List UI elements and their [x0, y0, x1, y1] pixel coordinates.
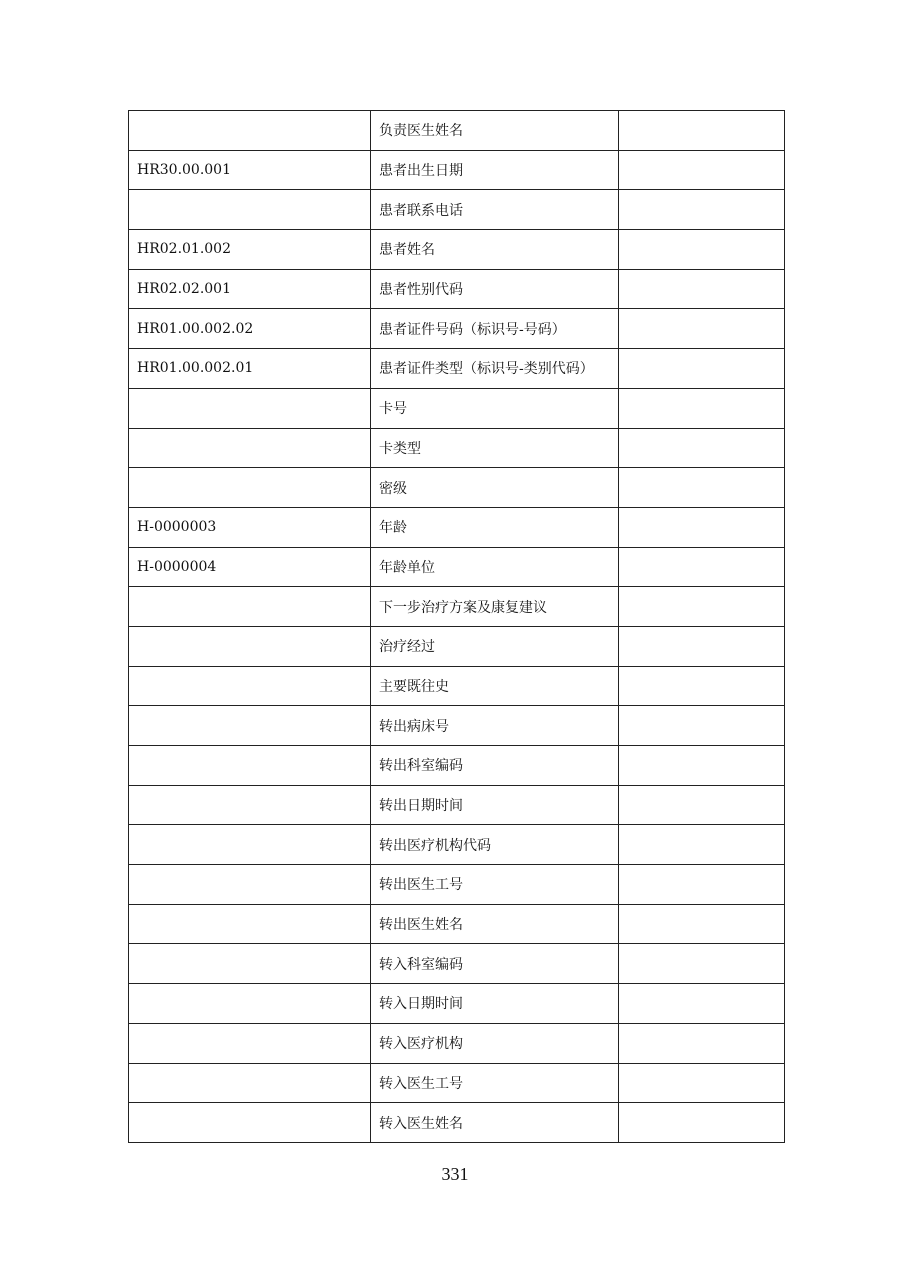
code-cell: HR30.00.001	[129, 150, 371, 190]
data-element-table	[128, 110, 785, 1143]
extra-cell	[619, 388, 785, 428]
code-cell: HR02.01.002	[129, 230, 371, 270]
code-cell	[129, 865, 371, 905]
table-row	[129, 944, 785, 984]
extra-cell	[619, 349, 785, 389]
name-cell: 卡号	[371, 388, 619, 428]
name-cell: 患者性别代码	[371, 269, 619, 309]
table-row	[129, 587, 785, 627]
extra-cell	[619, 190, 785, 230]
table-row	[129, 666, 785, 706]
extra-cell	[619, 785, 785, 825]
code-cell	[129, 785, 371, 825]
name-cell: 年龄单位	[371, 547, 619, 587]
table-row	[129, 468, 785, 508]
table-row	[129, 626, 785, 666]
extra-cell	[619, 111, 785, 151]
name-cell: 转出科室编码	[371, 746, 619, 786]
table-row	[129, 865, 785, 905]
table-row	[129, 1023, 785, 1063]
name-cell: 转入科室编码	[371, 944, 619, 984]
name-cell: 密级	[371, 468, 619, 508]
code-cell	[129, 388, 371, 428]
table-row	[129, 746, 785, 786]
code-cell: HR02.02.001	[129, 269, 371, 309]
code-cell: HR01.00.002.01	[129, 349, 371, 389]
table-row	[129, 785, 785, 825]
code-cell	[129, 468, 371, 508]
table-body	[129, 111, 785, 1143]
extra-cell	[619, 944, 785, 984]
name-cell: 转出病床号	[371, 706, 619, 746]
extra-cell	[619, 230, 785, 270]
name-cell: 转入医生姓名	[371, 1103, 619, 1143]
table-row	[129, 388, 785, 428]
name-cell: 患者证件号码（标识号-号码）	[371, 309, 619, 349]
extra-cell	[619, 150, 785, 190]
table-row	[129, 150, 785, 190]
table-row	[129, 269, 785, 309]
extra-cell	[619, 825, 785, 865]
code-cell	[129, 428, 371, 468]
extra-cell	[619, 904, 785, 944]
extra-cell	[619, 309, 785, 349]
name-cell: 负责医生姓名	[371, 111, 619, 151]
extra-cell	[619, 666, 785, 706]
extra-cell	[619, 547, 785, 587]
extra-cell	[619, 865, 785, 905]
name-cell: 患者联系电话	[371, 190, 619, 230]
table-row	[129, 825, 785, 865]
code-cell	[129, 1063, 371, 1103]
table-row	[129, 111, 785, 151]
name-cell: 转入医疗机构	[371, 1023, 619, 1063]
table-row	[129, 904, 785, 944]
name-cell: 主要既往史	[371, 666, 619, 706]
table-row	[129, 984, 785, 1024]
table-row	[129, 349, 785, 389]
name-cell: 卡类型	[371, 428, 619, 468]
name-cell: 患者姓名	[371, 230, 619, 270]
code-cell	[129, 626, 371, 666]
extra-cell	[619, 468, 785, 508]
name-cell: 下一步治疗方案及康复建议	[371, 587, 619, 627]
code-cell	[129, 944, 371, 984]
table-row	[129, 428, 785, 468]
code-cell	[129, 984, 371, 1024]
table-row	[129, 309, 785, 349]
extra-cell	[619, 269, 785, 309]
table-row	[129, 507, 785, 547]
extra-cell	[619, 1023, 785, 1063]
table-row	[129, 547, 785, 587]
name-cell: 转出日期时间	[371, 785, 619, 825]
code-cell	[129, 190, 371, 230]
code-cell: H-0000004	[129, 547, 371, 587]
code-cell	[129, 1103, 371, 1143]
extra-cell	[619, 507, 785, 547]
name-cell: 患者出生日期	[371, 150, 619, 190]
code-cell	[129, 587, 371, 627]
table-row	[129, 230, 785, 270]
table-row	[129, 706, 785, 746]
code-cell	[129, 904, 371, 944]
name-cell: 转入医生工号	[371, 1063, 619, 1103]
code-cell	[129, 1023, 371, 1063]
extra-cell	[619, 587, 785, 627]
table-row	[129, 1103, 785, 1143]
table-row	[129, 190, 785, 230]
page-number: 331	[441, 1164, 469, 1184]
name-cell: 转出医疗机构代码	[371, 825, 619, 865]
extra-cell	[619, 1063, 785, 1103]
extra-cell	[619, 1103, 785, 1143]
extra-cell	[619, 626, 785, 666]
code-cell	[129, 111, 371, 151]
code-cell	[129, 666, 371, 706]
name-cell: 年龄	[371, 507, 619, 547]
extra-cell	[619, 706, 785, 746]
name-cell: 转入日期时间	[371, 984, 619, 1024]
code-cell: H-0000003	[129, 507, 371, 547]
name-cell: 转出医生姓名	[371, 904, 619, 944]
table-row	[129, 1063, 785, 1103]
extra-cell	[619, 428, 785, 468]
code-cell: HR01.00.002.02	[129, 309, 371, 349]
extra-cell	[619, 984, 785, 1024]
name-cell: 治疗经过	[371, 626, 619, 666]
code-cell	[129, 746, 371, 786]
extra-cell	[619, 746, 785, 786]
name-cell: 患者证件类型（标识号-类别代码）	[371, 349, 619, 389]
name-cell: 转出医生工号	[371, 865, 619, 905]
code-cell	[129, 706, 371, 746]
code-cell	[129, 825, 371, 865]
